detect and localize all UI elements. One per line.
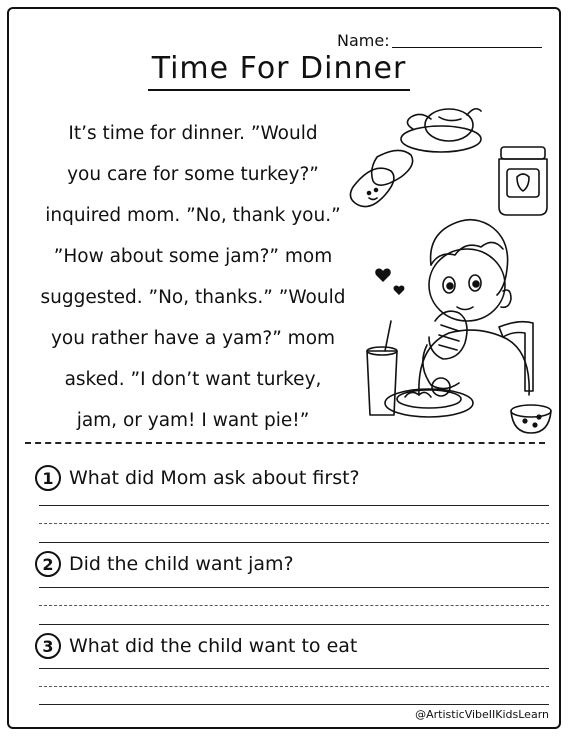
answer-line[interactable] — [39, 505, 549, 506]
page-title — [9, 51, 549, 91]
jam-jar-icon — [499, 147, 547, 215]
question-3 — [35, 633, 555, 659]
answer-line[interactable] — [39, 587, 549, 588]
story-line: ”How about some jam?” mom — [53, 246, 333, 267]
question-2 — [35, 551, 555, 577]
boy-eating-icon — [419, 220, 529, 395]
name-line[interactable] — [392, 47, 542, 48]
bowl-icon — [511, 405, 551, 433]
question-number: 3 — [35, 633, 61, 659]
credit-text: @ArtisticVibeIIKidsLearn — [415, 708, 549, 721]
story-line: you care for some turkey?” — [67, 164, 319, 185]
question-text: What did the child want to eat — [69, 635, 358, 657]
hearts-icon — [375, 268, 404, 295]
worksheet-page — [7, 7, 561, 729]
story-text — [23, 113, 363, 441]
story-line: suggested. ”No, thanks.” ”Would — [40, 287, 346, 308]
story-line: jam, or yam! I want pie!” — [76, 410, 310, 431]
plate-icon — [385, 378, 473, 417]
story-line: It’s time for dinner. ”Would — [68, 123, 318, 144]
story-line: inquired mom. ”No, thank you.” — [45, 205, 341, 226]
section-divider — [25, 442, 545, 444]
question-text: What did Mom ask about first? — [69, 467, 360, 489]
question-text: Did the child want jam? — [69, 553, 294, 575]
answer-line[interactable] — [39, 668, 549, 669]
glass-icon — [367, 321, 397, 415]
answer-line[interactable] — [39, 704, 549, 705]
yam-icon — [350, 150, 412, 206]
turkey-icon — [401, 109, 481, 152]
name-label: Name: — [337, 31, 390, 50]
question-1 — [35, 465, 555, 491]
dinner-illustration — [349, 95, 554, 435]
question-number: 2 — [35, 551, 61, 577]
answer-line[interactable] — [39, 624, 549, 625]
answer-guide-line — [39, 523, 549, 524]
answer-guide-line — [39, 605, 549, 606]
story-line: you rather have a yam?” mom — [50, 328, 336, 349]
chair-icon — [499, 322, 533, 391]
title-text: Time For Dinner — [148, 51, 411, 91]
question-number: 1 — [35, 465, 61, 491]
answer-guide-line — [39, 686, 549, 687]
story-line: asked. ”I don’t want turkey, — [64, 369, 322, 390]
answer-line[interactable] — [39, 542, 549, 543]
name-field[interactable] — [337, 31, 542, 50]
